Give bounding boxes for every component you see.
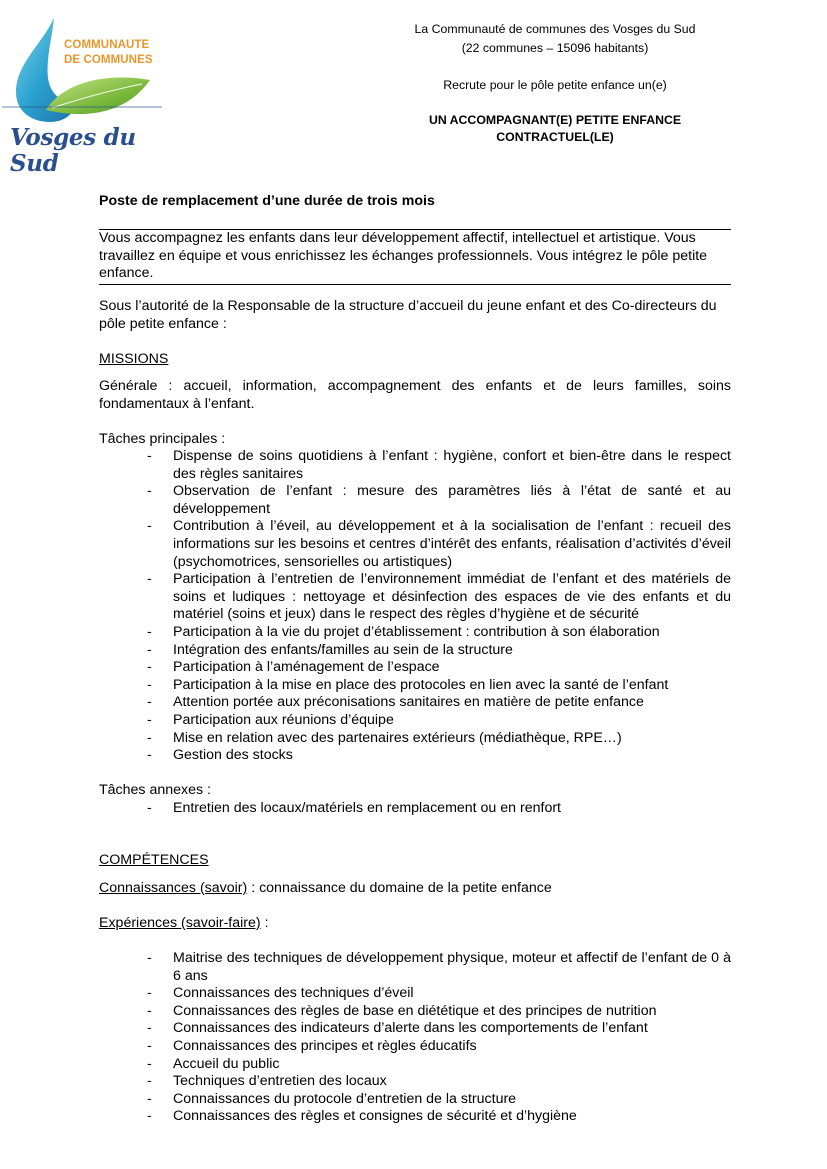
experience-line [99, 915, 731, 933]
side-tasks-list [99, 800, 731, 818]
list-item: - Connaissances des règles de base en diététique et des principes de nutrition [147, 1002, 657, 1019]
general-mission: Générale : accueil, information, accompagnement des enfants et de leurs familles, soins fondamentaux à l’enfant. [99, 378, 731, 412]
logo-line-1: COMMUNAUTE [64, 39, 150, 51]
list-item: - Contribution à l’éveil, au développement et à la socialisation de l’enfant : recueil des informations sur les besoins et centres d’intérêt des enfants, réalisation d’activités d’éveil (psychomotrices, sensorielles ou artistiques) [147, 518, 731, 570]
list-item: - Connaissances des indicateurs d’alerte dans les comportements de l’enfant [147, 1020, 648, 1037]
logo-line-2: DE COMMUNES [64, 54, 153, 66]
side-tasks-label: Tâches annexes : [99, 782, 211, 798]
list-item: - Participation à la vie du projet d’établissement : contribution à son élaboration [147, 623, 660, 640]
experience-suffix: : [260, 915, 269, 931]
knowledge-label: Connaissances (savoir) [99, 880, 248, 896]
list-item: - Accueil du public [147, 1055, 280, 1072]
list-item: - Entretien des locaux/matériels en remplacement ou en renfort [147, 800, 561, 816]
experience-list [99, 950, 731, 1126]
list-item: - Intégration des enfants/familles au sein de la structure [147, 641, 513, 658]
logo-subtitle [64, 38, 153, 68]
list-item: - Gestion des stocks [147, 747, 293, 764]
header-organisation: La Communauté de communes des Vosges du Sud [414, 22, 696, 36]
logo-name: Vosges du Sud [10, 124, 136, 177]
main-tasks-label: Tâches principales : [99, 431, 226, 447]
intro-paragraph: Vous accompagnez les enfants dans leur développement affectif, intellectuel et artistique. Vous travaillez en équipe et vous enrichissez les échanges professionnels. Vous intégrez le pôle petite enfance. [99, 230, 708, 282]
list-item: - Observation de l’enfant : mesure des paramètres liés à l’état de santé et au développement [147, 483, 731, 517]
header-population: (22 communes – 15096 habitants) [461, 41, 649, 55]
experience-label: Expériences (savoir-faire) [99, 915, 261, 931]
list-item: - Maitrise des techniques de développement physique, moteur et affectif de l’enfant de 0 à 6 ans [147, 950, 731, 984]
authority-paragraph: Sous l’autorité de la Responsable de la structure d’accueil du jeune enfant et des Co-directeurs du pôle petite enfance : [99, 298, 717, 332]
missions-heading: MISSIONS [99, 351, 169, 367]
list-item: - Connaissances du protocole d’entretien de la structure [147, 1090, 517, 1107]
intro-bottom-rule [99, 284, 731, 285]
list-item: - Connaissances des principes et règles éducatifs [147, 1037, 477, 1054]
job-title-line-1: UN ACCOMPAGNANT(E) PETITE ENFANCE [428, 113, 682, 127]
list-item: - Attention portée aux préconisations sanitaires en matière de petite enfance [147, 694, 644, 711]
job-title-line-2: CONTRACTUEL(LE) [496, 130, 614, 144]
main-tasks-list [99, 448, 731, 765]
list-item: - Participation à l’aménagement de l’espace [147, 659, 440, 676]
knowledge-line [99, 880, 731, 898]
vosges-du-sud-logo [2, 14, 162, 177]
post-title: Poste de remplacement d’une durée de trois mois [99, 193, 435, 209]
list-item: - Participation à la mise en place des protocoles en lien avec la santé de l’enfant [147, 676, 669, 693]
knowledge-text: : connaissance du domaine de la petite enfance [247, 880, 552, 896]
list-item: - Participation aux réunions d’équipe [147, 711, 394, 728]
list-item: - Mise en relation avec des partenaires extérieurs (médiathèque, RPE…) [147, 729, 622, 746]
header-recruits: Recrute pour le pôle petite enfance un(e) [443, 78, 667, 92]
list-item: - Dispense de soins quotidiens à l’enfant : hygiène, confort et bien-être dans le respect des règles sanitaires [147, 448, 731, 482]
skills-heading: COMPÉTENCES [99, 852, 209, 868]
list-item: - Connaissances des règles et consignes de sécurité et d’hygiène [147, 1108, 577, 1125]
list-item: - Participation à l’entretien de l’environnement immédiat de l’enfant et des matériels de soins et ludiques : nettoyage et désinfection des espaces de vie des enfants et du matériel (soins et jeux) dans le respect des règles d’hygiène et de sécurité [147, 571, 731, 623]
list-item: - Connaissances des techniques d’éveil [147, 985, 414, 1002]
job-title [380, 112, 730, 146]
list-item: - Techniques d’entretien des locaux [147, 1073, 387, 1090]
